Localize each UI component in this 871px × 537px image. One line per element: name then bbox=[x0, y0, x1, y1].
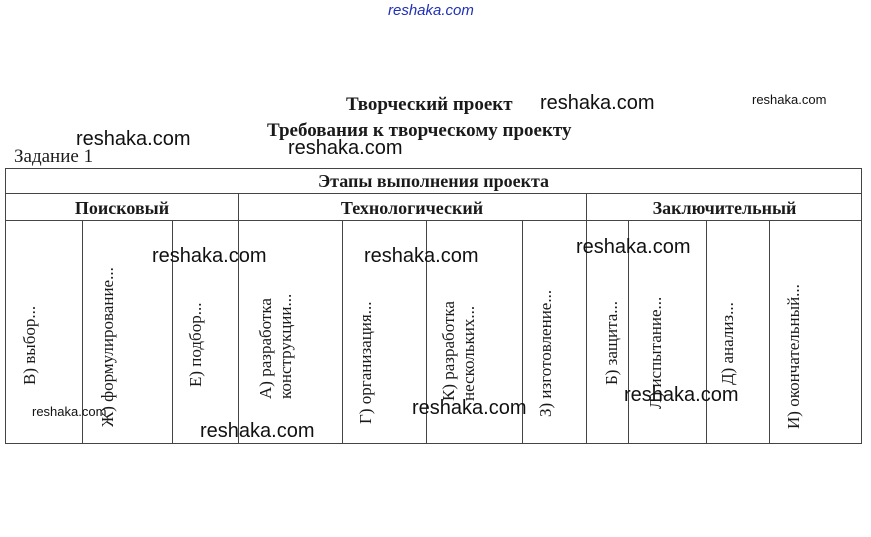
watermark: reshaka.com bbox=[540, 92, 655, 114]
cell-a-design: А) разработка конструкции... bbox=[256, 293, 295, 399]
page-subtitle: Требования к творческому проекту bbox=[267, 120, 572, 141]
cell-g-organization: Г) организация... bbox=[356, 301, 375, 424]
watermark: reshaka.com bbox=[576, 236, 691, 258]
cell-i-final: И) окончательный... bbox=[784, 284, 803, 429]
cell-d-analysis: Д) анализ... bbox=[718, 302, 737, 385]
cell-e-choice: Е) подбор... bbox=[186, 302, 205, 387]
stage-search: Поисковый bbox=[74, 198, 170, 218]
site-watermark-top[interactable]: reshaka.com bbox=[388, 2, 474, 19]
watermark: reshaka.com bbox=[288, 137, 403, 159]
watermark: reshaka.com bbox=[152, 245, 267, 267]
watermark: reshaka.com bbox=[752, 92, 827, 107]
stage-technological: Технологический bbox=[340, 198, 484, 218]
watermark: reshaka.com bbox=[412, 397, 527, 419]
cell-v-selection: В) выбор... bbox=[20, 305, 39, 385]
cell-l-testing: Л) испытание... bbox=[646, 296, 665, 409]
watermark: reshaka.com bbox=[200, 420, 315, 442]
watermark: reshaka.com bbox=[32, 404, 107, 419]
watermark: reshaka.com bbox=[364, 245, 479, 267]
table-header: Этапы выполнения проекта bbox=[317, 171, 550, 191]
cell-zh-formulation: Ж) формулирование... bbox=[98, 267, 117, 427]
task-label: Задание 1 bbox=[14, 146, 94, 167]
cell-z-manufacturing: З) изготовление... bbox=[536, 289, 555, 417]
watermark: reshaka.com bbox=[624, 384, 739, 406]
stage-final: Заключительный bbox=[652, 198, 797, 218]
watermark: reshaka.com bbox=[76, 128, 191, 150]
cell-b-defense: Б) защита... bbox=[602, 300, 621, 385]
cell-k-development: К) разработка нескольких... bbox=[439, 301, 478, 401]
page-title: Творческий проект bbox=[346, 94, 513, 115]
